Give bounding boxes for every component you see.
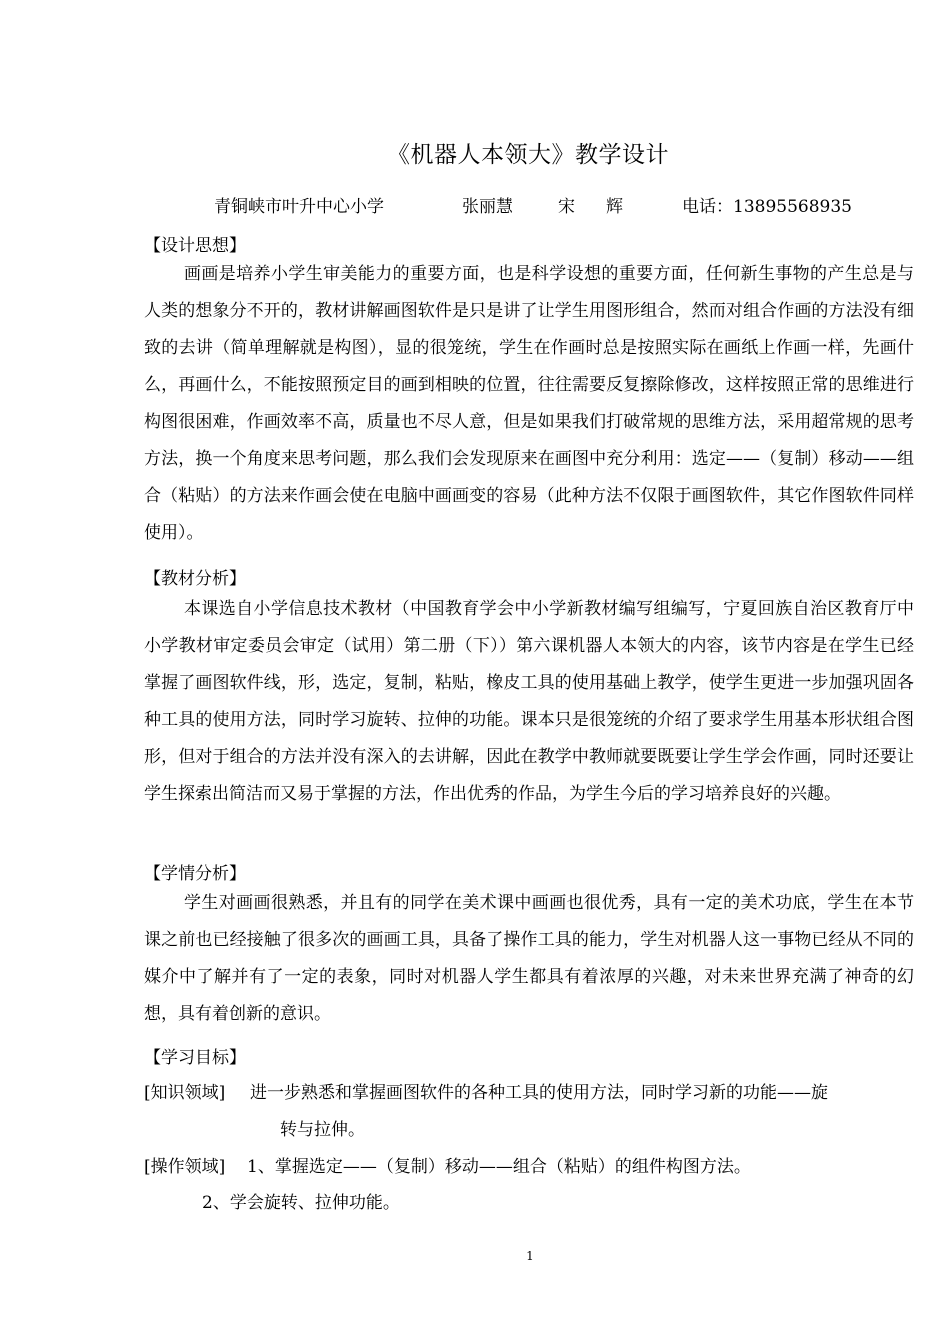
author-name-2a: 宋 (558, 197, 575, 217)
heading-design: 【设计思想】 (144, 236, 246, 256)
author-name-1: 张丽慧 (462, 197, 513, 217)
heading-textbook: 【教材分析】 (144, 569, 246, 589)
operation-item-1: 1、掌握选定——（复制）移动——组合（粘贴）的组件构图方法。 (247, 1157, 751, 1177)
knowledge-text-2: 转与拉伸。 (280, 1120, 365, 1140)
author-line (0, 192, 950, 216)
paragraph-students: 学生对画画很熟悉，并且有的同学在美术课中画画也很优秀，具有一定的美术功底，学生在本节课之前也已经接触了很多次的画画工具，具备了操作工具的能力，学生对机器人这一事物已经从不同的媒介中了解并有了一定的表象，同时对机器人学生都具有着浓厚的兴趣，对未来世界充满了神奇的幻想，具有着创新的意识。 (144, 893, 914, 1024)
paragraph-textbook: 本课选自小学信息技术教材（中国教育学会中小学新教材编写组编写，宁夏回族自治区教育厅中小学教材审定委员会审定（试用）第二册（下））第六课机器人本领大的内容，该节内容是在学生已经掌握了画图软件线，形，选定，复制，粘贴，橡皮工具的使用基础上教学，使学生更进一步加强巩固各种工具的使用方法，同时学习旋转、拉伸的功能。课本只是很笼统的介绍了要求学生用基本形状组合图形，但对于组合的方法并没有深入的去讲解，因此在教学中教师就要既要让学生学会作画，同时还要让学生探索出简洁而又易于掌握的方法，作出优秀的作品，为学生今后的学习培养良好的兴趣。 (144, 599, 914, 804)
author-phone: 电话：13895568935 (682, 197, 852, 217)
operation-label: [操作领域] (144, 1157, 226, 1177)
heading-goals: 【学习目标】 (144, 1048, 246, 1068)
page-number: 1 (526, 1249, 534, 1263)
paragraph-design: 画画是培养小学生审美能力的重要方面，也是科学设想的重要方面，任何新生事物的产生总是与人类的想象分不开的，教材讲解画图软件是只是讲了让学生用图形组合，然而对组合作画的方法没有细致的去讲（简单理解就是构图），显的很笼统，学生在作画时总是按照实际在画纸上作画一样，先画什么，再画什么，不能按照预定目的画到相映的位置，往往需要反复擦除修改，这样按照正常的思维进行构图很困难，作画效率不高，质量也不尽人意，但是如果我们打破常规的思维方法，采用超常规的思考方法，换一个角度来思考问题，那么我们会发现原来在画图中充分利用：选定——（复制）移动——组合（粘贴）的方法来作画会使在电脑中画画变的容易（此种方法不仅限于画图软件，其它作图软件同样使用）。 (144, 264, 914, 543)
knowledge-label: [知识领域] (144, 1083, 226, 1103)
knowledge-text-1: 进一步熟悉和掌握画图软件的各种工具的使用方法，同时学习新的功能——旋 (250, 1083, 828, 1103)
author-school: 青铜峡市叶升中心小学 (214, 197, 384, 217)
operation-item-2: 2、学会旋转、拉伸功能。 (202, 1193, 400, 1213)
author-name-2b: 辉 (606, 197, 623, 217)
document-title: 《机器人本领大》教学设计 (387, 142, 669, 168)
heading-students: 【学情分析】 (144, 864, 246, 884)
